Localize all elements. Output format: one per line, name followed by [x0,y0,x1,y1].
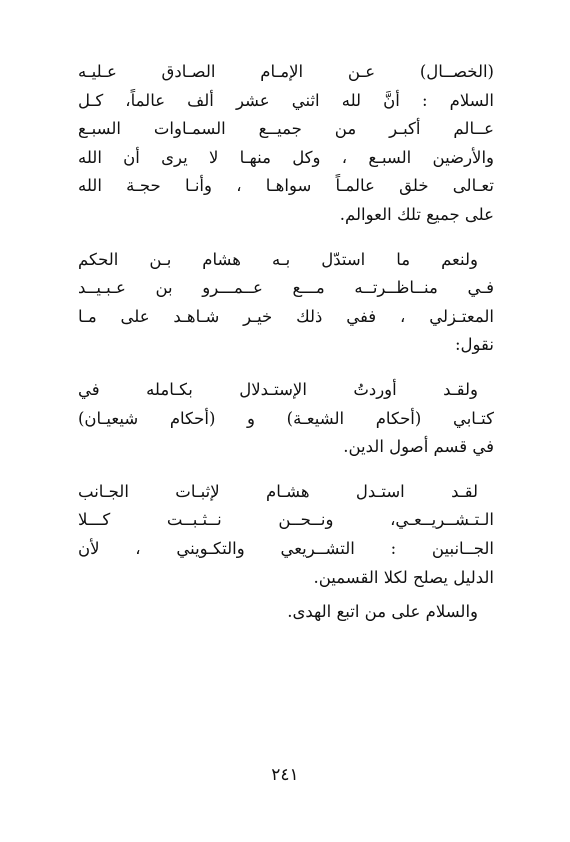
text-line: عــالم أكبـر من جميــع السمـاوات السبـع [78,119,494,139]
text-line: الجــانبين : التشــريعي والتكـويني ، لأن [78,538,494,558]
text-line: على جميع تلك العوالم. [339,204,494,224]
paragraph-hisham [78,246,494,360]
page-number: ٢٤١ [271,765,299,785]
paragraph-closing [78,598,494,627]
text-line: لقـد استـدل هشـام لإثبـات الجـانب [78,481,478,501]
paragraph-argument [78,478,494,592]
paragraph-book-reference [78,376,494,462]
text-line: والأرضين السبـع ، وكل منهـا لا يرى أن الله [78,147,494,167]
text-line: الدليل يصلح لكلا القسمين. [313,567,494,587]
text-line: المعتـزلي ، ففي ذلك خيـر شـاهـد على مـا [78,306,494,326]
paragraph-hadith [78,58,494,230]
text-line: والسلام على من اتبع الهدى. [287,602,478,622]
text-line: فـي منــاظــرتــه مـــع عــمـــرو بن عـبـيــد [78,278,494,298]
text-line: السلام : أنَّ لله اثني عشر ألف عالماً، كـل [78,90,494,110]
text-line: ولقـد أوردتُ الإستـدلال بكـامله في [78,379,478,399]
text-line: كتـابي (أحكام الشيعـة) و (أحكام شيعيـان) [78,408,494,428]
text-line: في قسم أصول الدين. [343,437,494,457]
text-line: الـتـشــريــعـي، ونــحــن نــثـبــت كـــلا [78,510,494,530]
body-text [78,58,494,627]
text-line: ولنعم ما استدّل بـه هشام بـن الحكم [78,249,478,269]
text-line: نقول: [454,335,494,355]
text-line: (الخصــال) عـن الإمـام الصـادق عـليـه [78,62,494,81]
text-line: تعـالى خلق عالمـاً سواهـا ، وأنـا حجـة الله [78,176,494,196]
